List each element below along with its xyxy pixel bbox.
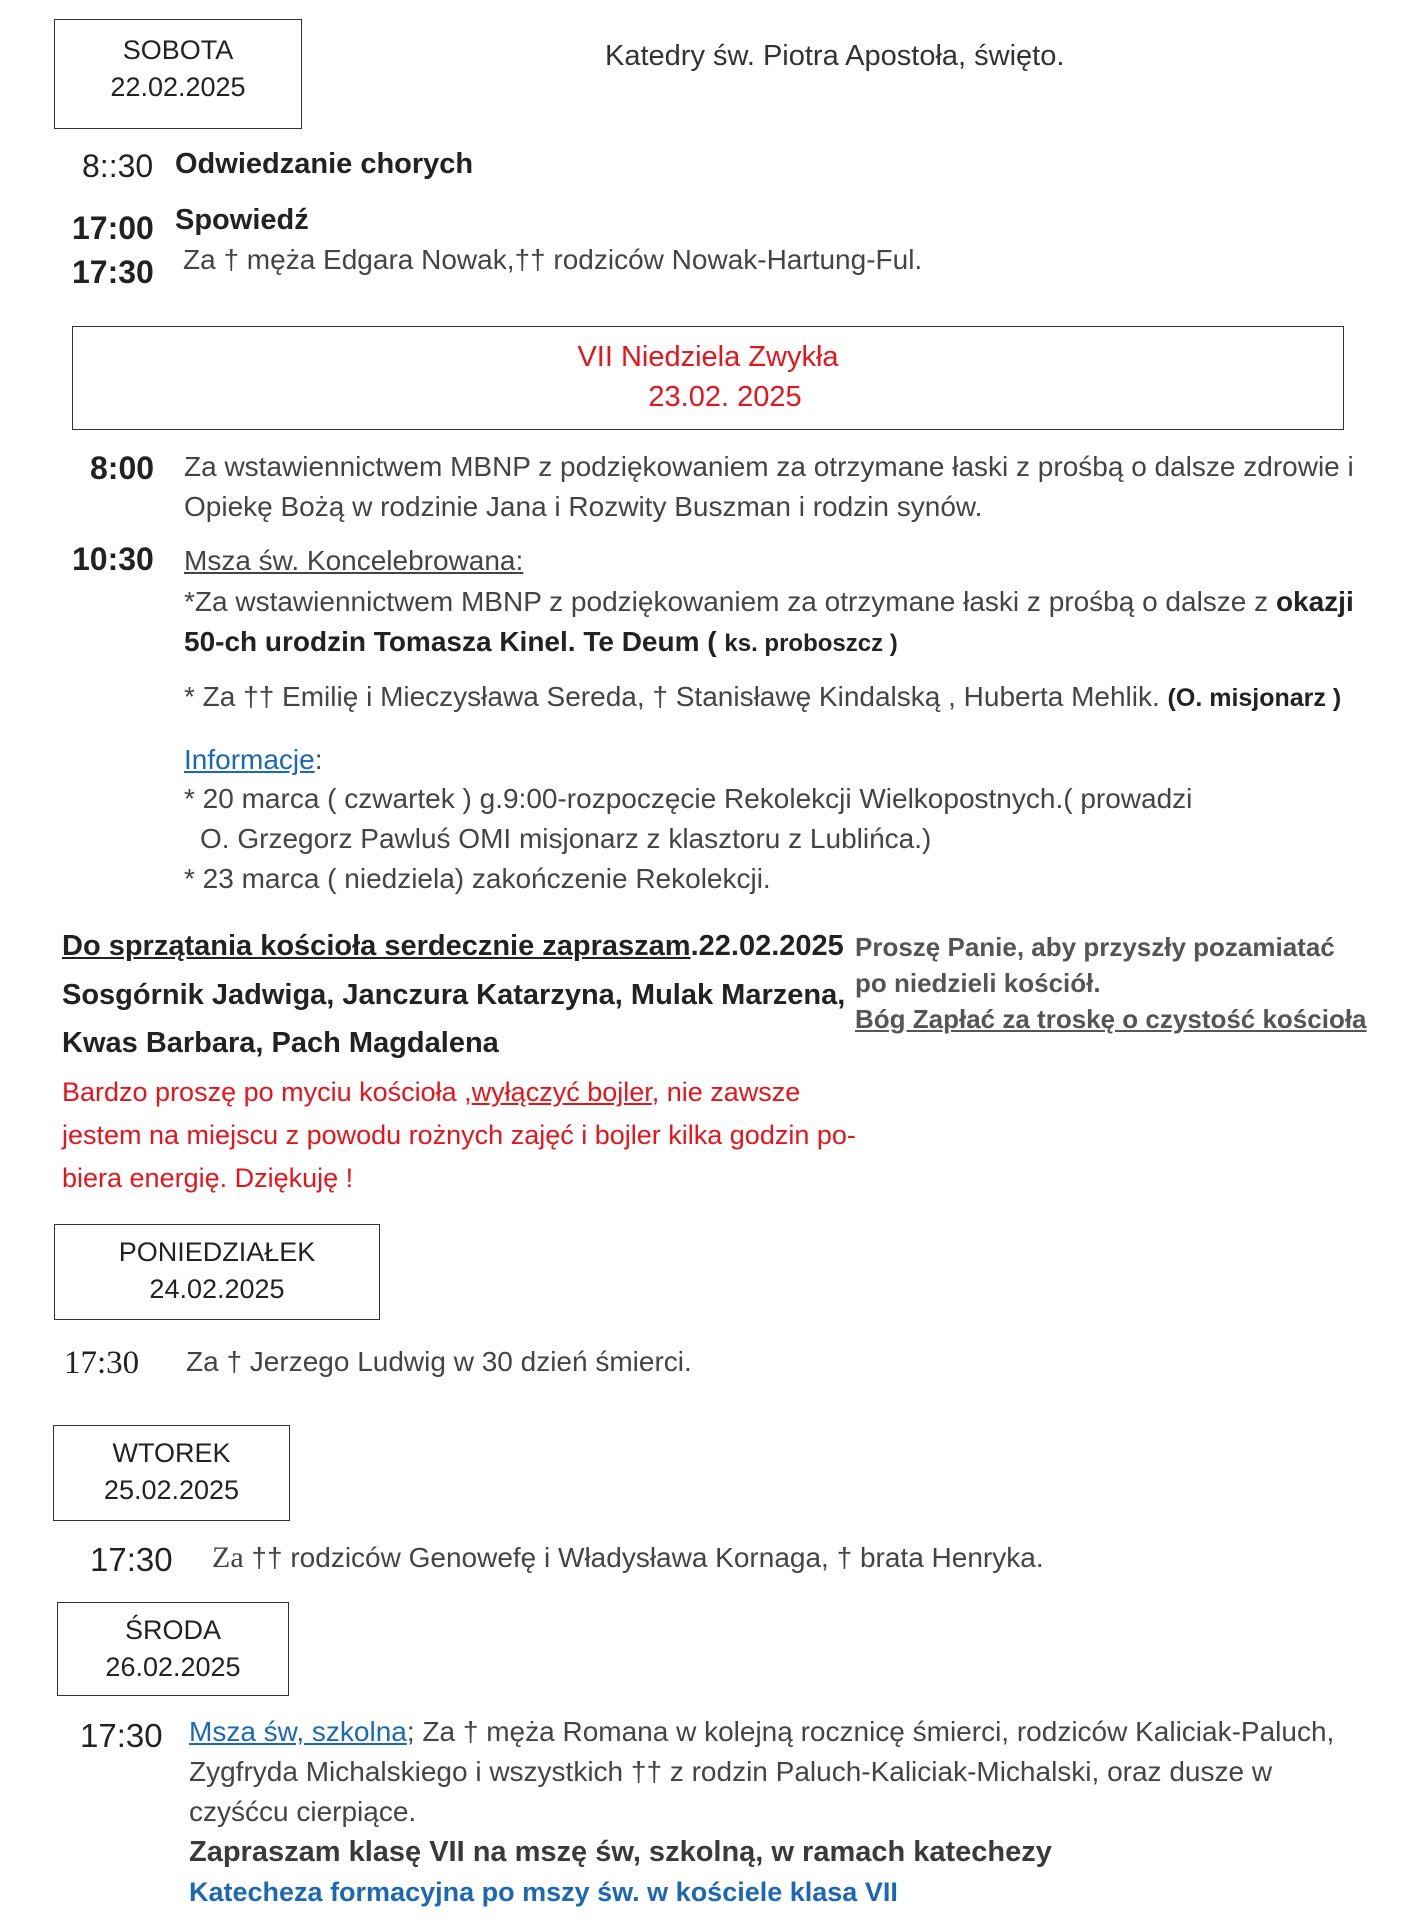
- mass-time: 10:30: [72, 541, 154, 577]
- mass-intention-line: [184, 677, 1341, 718]
- intention-za: Za: [212, 1541, 244, 1574]
- celebrant: ks. proboszcz ): [724, 630, 898, 657]
- intention-text: ; Za † męża Romana w kolejną rocznicę śmierci, rodziców Kaliciak-Paluch,: [406, 1716, 1335, 1747]
- cleaning-names: Kwas Barbara, Pach Magdalena: [62, 1027, 499, 1059]
- feast-title: Katedry św. Piotra Apostoła, święto.: [605, 40, 1065, 72]
- school-mass-link[interactable]: Msza św, szkolna: [189, 1716, 407, 1747]
- entry-time: 8::30: [82, 148, 154, 184]
- catechesis-note: Katecheza formacyjna po mszy św. w kościele klasa VII: [189, 1877, 898, 1907]
- boiler-notice-line: [62, 1072, 800, 1112]
- mass-intention-line: [184, 582, 1354, 622]
- boiler-text: , nie zawsze: [651, 1077, 801, 1107]
- entry-time: 17:00: [72, 210, 154, 246]
- boiler-notice-line: biera energię. Dziękuję !: [62, 1163, 354, 1193]
- entry-text: Za † męża Edgara Nowak,†† rodziców Nowak-Hartung-Ful.: [183, 244, 923, 275]
- day-name: PONIEDZIAŁEK: [118, 1237, 316, 1267]
- mass-intention-line: [184, 622, 898, 664]
- sunday-title: VII Niedziela Zwykła: [577, 341, 839, 373]
- info-heading: [184, 740, 323, 780]
- cleaning-heading: [62, 926, 844, 966]
- day-name: WTOREK: [112, 1438, 231, 1468]
- intention-text: †† rodziców Genowefę i Władysława Kornaga, † brata Henryka.: [243, 1542, 1044, 1573]
- intention-bold: okazji: [1275, 586, 1354, 617]
- intention-bold: 50-ch urodzin Tomasza Kinel. Te Deum (: [184, 626, 725, 657]
- info-colon: :: [314, 744, 323, 775]
- boiler-text: Bardzo proszę po myciu kościoła ,: [62, 1077, 472, 1107]
- day-date: 22.02.2025: [110, 72, 246, 102]
- mass-time: 17:30: [90, 1541, 173, 1578]
- mass-intention-line: Opiekę Bożą w rodzinie Jana i Rozwity Buszman i rodzin synów.: [184, 491, 983, 522]
- mass-time: 17:30: [80, 1717, 163, 1754]
- sunday-date: 23.02. 2025: [648, 381, 802, 413]
- celebrant: (O. misjonarz ): [1167, 684, 1342, 712]
- class-invitation: Zapraszam klasę VII na mszę św, szkolną, w ramach katechezy: [189, 1836, 1052, 1868]
- mass-intention-line: Za † Jerzego Ludwig w 30 dzień śmierci.: [186, 1346, 692, 1377]
- day-date: 24.02.2025: [149, 1274, 285, 1304]
- day-header-saturday: [54, 19, 302, 129]
- day-name: ŚRODA: [124, 1615, 222, 1645]
- entry-text: Odwiedzanie chorych: [175, 148, 474, 180]
- info-line: O. Grzegorz Pawluś OMI misjonarz z klasztoru z Lublińca.): [200, 823, 932, 854]
- info-link[interactable]: Informacje: [184, 744, 315, 775]
- day-header-tuesday: [53, 1425, 290, 1521]
- entry-text: Spowiedź: [175, 204, 309, 236]
- mass-intention-line: Za wstawiennictwem MBNP z podziękowaniem za otrzymane łaski z prośbą o dalsze zdrowie i: [184, 451, 1354, 482]
- mass-heading: Msza św. Koncelebrowana:: [184, 545, 524, 576]
- mass-intention-line: [189, 1712, 1334, 1752]
- mass-time: 17:30: [64, 1345, 140, 1381]
- day-name: SOBOTA: [122, 35, 234, 65]
- side-note: po niedzieli kościół.: [855, 968, 1101, 998]
- boiler-notice-line: jestem na miejscu z powodu rożnych zajęć i bojler kilka godzin po-: [62, 1120, 856, 1150]
- intention-text: * Za †† Emilię i Mieczysława Sereda, † Stanisławę Kindalską , Huberta Mehlik.: [184, 681, 1168, 712]
- day-header-wednesday: [57, 1602, 289, 1696]
- sunday-header: [72, 326, 1344, 430]
- day-header-monday: [54, 1224, 380, 1320]
- mass-intention-line: [212, 1538, 1044, 1578]
- cleaning-names: Sosgórnik Jadwiga, Janczura Katarzyna, Mulak Marzena,: [62, 979, 846, 1011]
- info-line: * 20 marca ( czwartek ) g.9:00-rozpoczęcie Rekolekcji Wielkopostnych.( prowadzi: [184, 783, 1193, 814]
- cleaning-date: .22.02.2025: [690, 930, 844, 962]
- mass-intention-line: czyśćcu cierpiące.: [189, 1796, 417, 1827]
- side-note: Proszę Panie, aby przyszły pozamiatać: [855, 932, 1335, 962]
- mass-time: 8:00: [90, 450, 155, 486]
- intention-text: *Za wstawiennictwem MBNP z podziękowaniem za otrzymane łaski z prośbą o dalsze z: [184, 586, 1276, 617]
- day-date: 26.02.2025: [105, 1652, 241, 1682]
- boiler-emphasis: wyłączyć bojler: [471, 1077, 652, 1107]
- side-note-thanks: Bóg Zapłać za troskę o czystość kościoła: [855, 1004, 1367, 1034]
- cleaning-heading-text: Do sprzątania kościoła serdecznie zapraszam: [62, 930, 691, 962]
- day-date: 25.02.2025: [103, 1475, 240, 1505]
- mass-intention-line: Zygfryda Michalskiego i wszystkich †† z rodzin Paluch-Kaliciak-Michalski, oraz dusze w: [189, 1756, 1273, 1787]
- entry-time: 17:30: [72, 254, 154, 290]
- info-line: * 23 marca ( niedziela) zakończenie Rekolekcji.: [184, 863, 771, 894]
